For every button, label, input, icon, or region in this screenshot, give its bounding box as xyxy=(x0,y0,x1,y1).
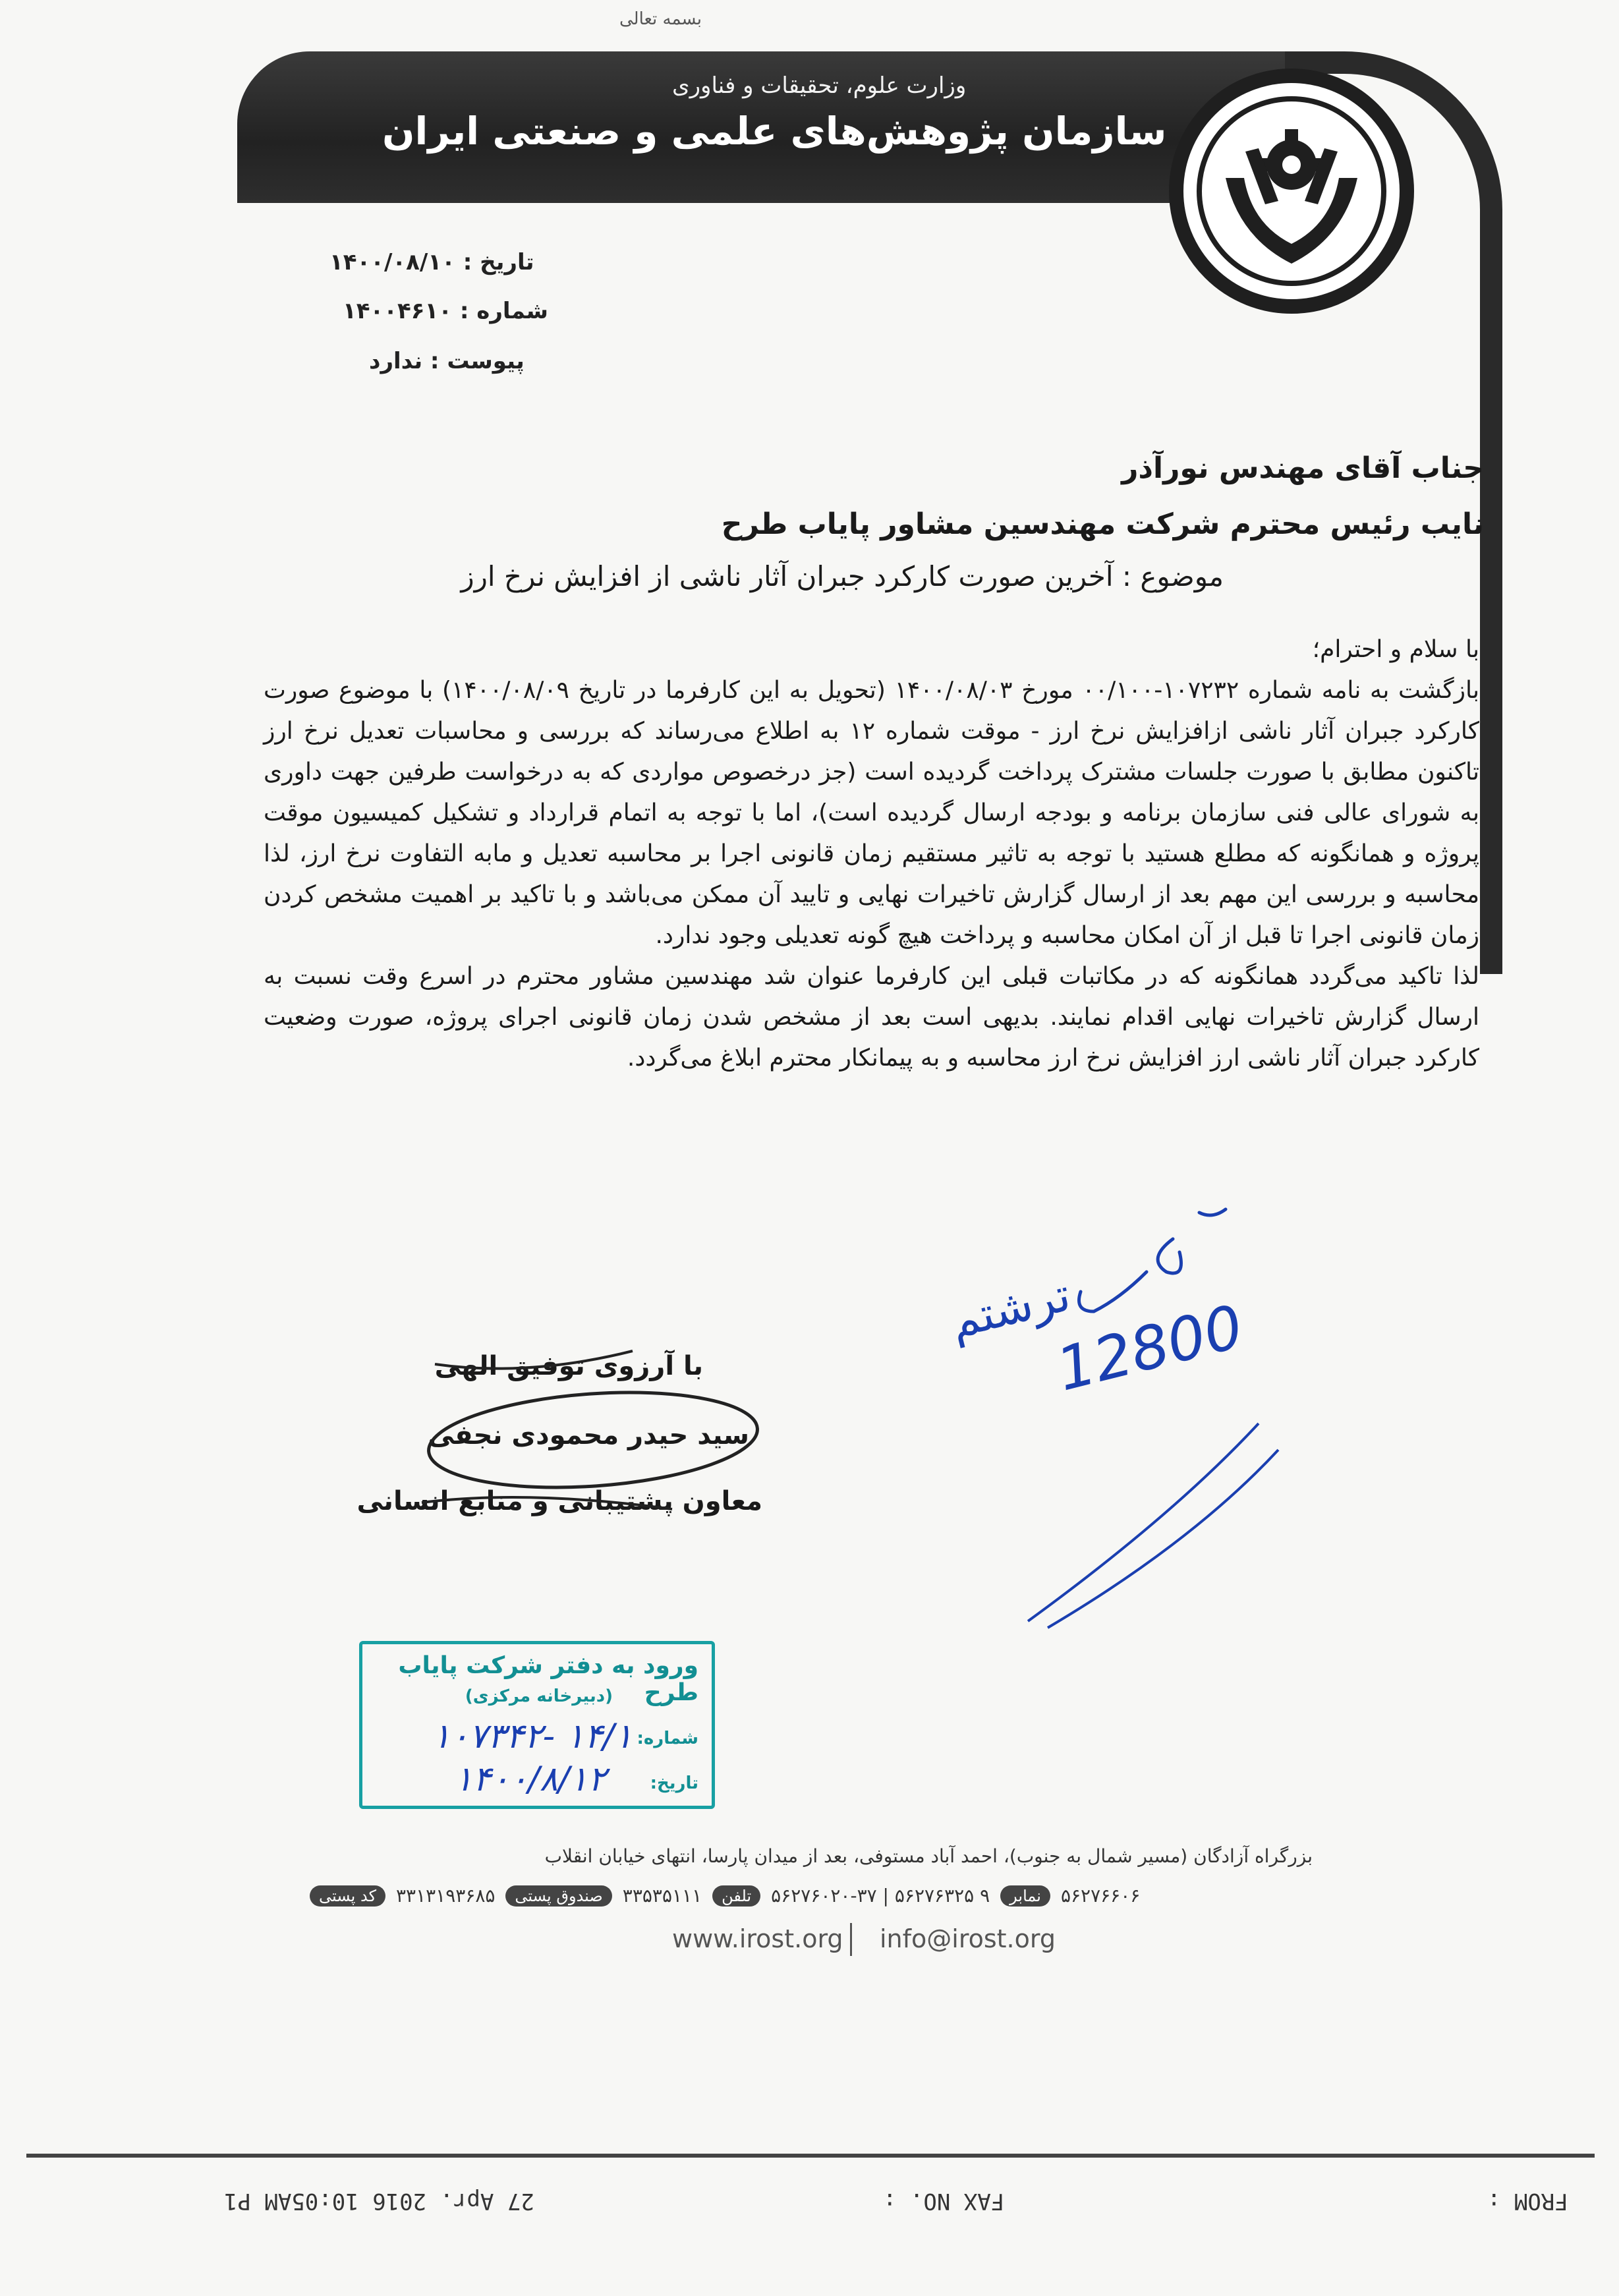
phone-value: ۹ ۵۶۲۷۶۳۲۵ | ۵۶۲۷۶۰۲۰-۳۷ xyxy=(771,1885,990,1907)
letter-subject: موضوع : آخرین صورت کارکرد جبران آثار ناشی از افزایش نرخ ارز xyxy=(461,560,1224,592)
handwritten-number: 12800 xyxy=(1050,1292,1250,1405)
footer-contacts xyxy=(310,1885,1298,1907)
fax-from: FROM : xyxy=(1487,2188,1568,2214)
po-box-value: ۳۳۵۳۵۱۱۱ xyxy=(622,1885,702,1907)
stamp-date-label: تاریخ: xyxy=(650,1773,698,1793)
fax-value: ۵۶۲۷۶۶۰۶ xyxy=(1060,1885,1141,1907)
signatory-name: سید حیدر محمودی نجفی xyxy=(428,1420,749,1450)
letter-date: تاریخ : ۱۴۰۰/۰۸/۱۰ xyxy=(329,249,534,275)
ministry-name: وزارت علوم، تحقیقات و فناوری xyxy=(672,72,967,99)
stamp-title: ورود به دفتر شرکت پایاب طرح xyxy=(398,1652,698,1706)
recipient-title: نایب رئیس محترم شرکت مهندسین مشاور پایاب طرح xyxy=(721,507,1484,541)
fax-header-strip xyxy=(26,2175,1595,2227)
footer-email: info@irost.org xyxy=(880,1924,1056,1953)
postal-code-label: کد پستی xyxy=(310,1885,385,1907)
stamp-number-value: ۱۴/۱ -۱۰۷۳۴۲ xyxy=(432,1717,633,1756)
irost-logo-icon xyxy=(1166,66,1417,316)
stamp-subtitle: (دبیرخانه مرکزی) xyxy=(465,1686,613,1706)
organization-name: سازمان پژوهش‌های علمی و صنعتی ایران xyxy=(382,109,1167,154)
letter-body xyxy=(264,629,1479,1079)
receipt-stamp xyxy=(359,1641,715,1809)
letter-attachment: پیوست : ندارد xyxy=(369,348,525,374)
fax-label: نمابر xyxy=(1000,1885,1050,1907)
stamp-number-label: شماره: xyxy=(637,1729,698,1748)
signature-closing: با آرزوی توفیق الهی xyxy=(434,1351,703,1381)
phone-label: تلفن xyxy=(712,1885,760,1907)
classification-heading: بسمه تعالی xyxy=(619,9,702,29)
stamp-date-value: ۱۴۰۰/۸/۱۲ xyxy=(454,1760,606,1799)
recipient-name: جناب آقای مهندس نورآذر xyxy=(1122,451,1484,485)
footer-website: www.irost.org xyxy=(672,1924,843,1953)
handwritten-note xyxy=(944,1173,1331,1634)
fax-divider xyxy=(26,2154,1595,2158)
fax-number: FAX NO. : xyxy=(883,2188,1005,2214)
signature-scribble xyxy=(395,1338,764,1575)
signatory-position: معاون پشتیبانی و منابع انسانی xyxy=(356,1486,762,1516)
greeting: با سلام و احترام؛ xyxy=(1312,636,1479,663)
footer-separator xyxy=(850,1923,852,1956)
footer-address: بزرگراه آزادگان (مسیر شمال به جنوب)، احمد آباد مستوفی، بعد از میدان پارسا، انتهای خیابان انقلاب xyxy=(544,1845,1313,1867)
letter-number: شماره : ۱۴۰۰۴۶۱۰ xyxy=(343,298,548,324)
body-paragraph-1: بازگشت به نامه شماره ۱۰۷۲۳۲-۰۰/۱۰۰ مورخ ۱۴۰۰/۰۸/۰۳ (تحویل به این کارفرما در تاریخ ۱۴۰۰/۰۸/۰۹) با موضوع صورت کارکرد جبران آثار ناشی ازافزایش نرخ ارز - موقت شماره ۱۲ به اطلاع می‌رساند که بررسی و محاسبات تعدیل نرخ ارز تاکنون مطابق با صورت جلسات مشترک پرداخت گردیده است (جز درخصوص مواردی که به درخواست طرفین جهت داوری به شورای عالی فنی سازمان برنامه و بودجه ارسال گردیده است)، اما با توجه به اتمام قرارداد و تشکیل کمیسیون موقت پروژه و همانگونه که مطلع هستید با توجه به تاثیر مستقیم زمان قانونی اجرا بر محاسبه تعدیل و مابه التفاوت نرخ ارز، لذا محاسبه و بررسی این مهم بعد از ارسال گزارش تاخیرات نهایی و تایید آن ممکن می‌باشد و با تاکید بر اهمیت مشخص کردن زمان قانونی اجرا تا قبل از آن امکان محاسبه و پرداخت هیچ گونه تعدیلی وجود ندارد. xyxy=(264,677,1479,949)
fax-datetime: 27 Apr. 2016 10:05AM P1 xyxy=(224,2188,534,2214)
handwritten-word: ترشتم xyxy=(944,1267,1076,1350)
po-box-label: صندوق پستی xyxy=(505,1885,611,1907)
postal-code-value: ۳۳۱۳۱۹۳۶۸۵ xyxy=(396,1885,496,1907)
body-paragraph-2: لذا تاکید می‌گردد همانگونه که در مکاتبات قبلی این کارفرما عنوان شد مهندسین مشاور محترم در اسرع وقت نسبت به ارسال گزارش تاخیرات نهایی اقدام نمایند. بدیهی است بعد از مشخص شدن زمان قانونی اجرای پروژه، صورت وضعیت کارکرد جبران آثار ناشی ارز افزایش نرخ ارز محاسبه و به پیمانکار محترم ابلاغ می‌گردد. xyxy=(264,963,1479,1072)
